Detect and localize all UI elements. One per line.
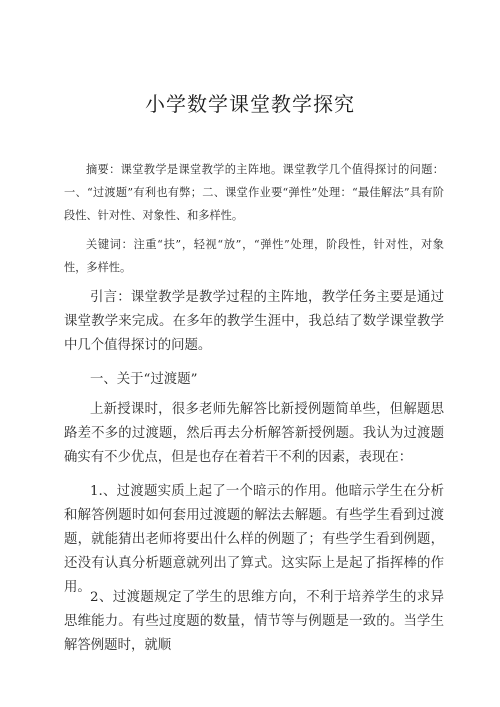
body-paragraph-2: 1.、过渡题实质上起了一个暗示的作用。他暗示学生在分析和解答例题时如何套用过渡题的解法去解题。有些学生看到过渡题，就能猜出老师将要出什么样的例题了；有些学生看到例题，还没有认真分析题意就列出了算式。这实际上是起了指挥棒的作用。: [64, 484, 444, 595]
keywords-paragraph: 关键词：注重“扶”，轻视“放”，“弹性”处理，阶段性，针对性，对象性，多样性。: [64, 238, 444, 274]
section-heading: 一、关于“过渡题”: [90, 372, 198, 387]
document-title: 小学数学课堂教学探究: [145, 92, 355, 116]
intro-paragraph: 引言：课堂教学是教学过程的主阵地，教学任务主要是通过课堂教学来完成。在多年的教学生涯中，我总结了数学课堂教学中几个值得探讨的问题。: [64, 290, 444, 353]
body-paragraph-3: 2、过渡题规定了学生的思维方向，不利于培养学生的求异思维能力。有些过度题的数量，情节等与例题是一致的。当学生解答例题时，就顺: [64, 590, 444, 653]
abstract-paragraph: 摘要：课堂教学是课堂教学的主阵地。课堂教学几个值得探讨的问题：一、“过渡题”有利也有弊；二、课堂作业要“弹性”处理：“最佳解法”具有阶段性、针对性、对象性、和多样性。: [64, 163, 444, 222]
body-paragraph-1: 上新授课时，很多老师先解答比新授例题简单些，但解题思路差不多的过渡题，然后再去分析解答新授例题。我认为过渡题确实有不少优点，但是也存在着若干不利的因素，表现在：: [64, 402, 444, 465]
